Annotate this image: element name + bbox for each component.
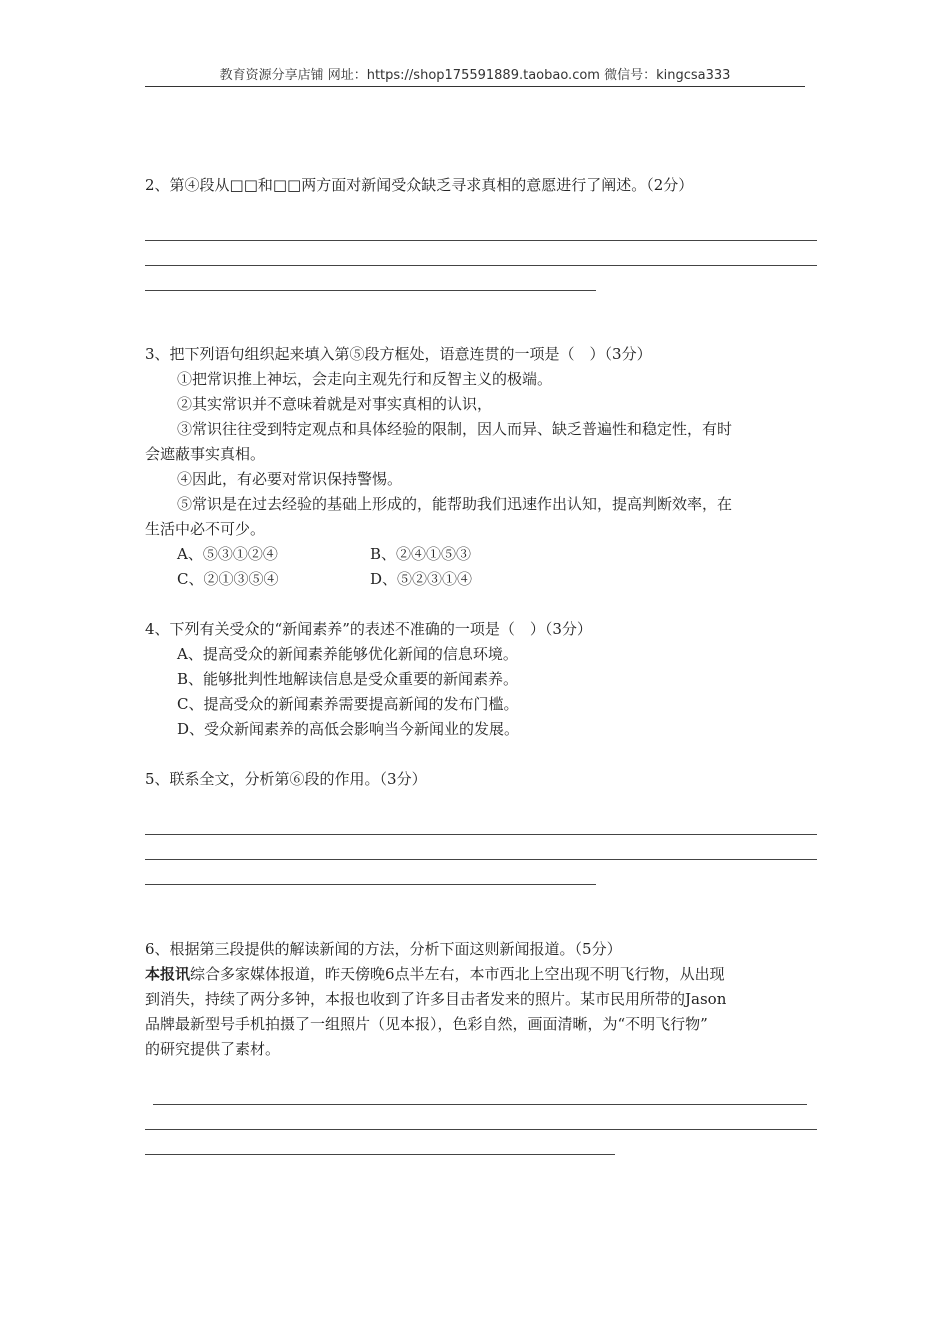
news-paragraph-line: 的研究提供了素材。	[145, 1040, 281, 1058]
sentence-3-continued: 会遮蔽事实真相。	[145, 445, 266, 463]
news-paragraph-line: 品牌最新型号手机拍摄了一组照片（见本报），色彩自然，画面清晰，为“不明飞行物”	[145, 1015, 708, 1033]
question-5-stem: 5、联系全文，分析第⑥段的作用。（3分）	[145, 770, 427, 788]
answer-line[interactable]	[145, 265, 817, 266]
q3-option-c[interactable]: C、②①③⑤④	[177, 570, 279, 588]
sentence-5: ⑤常识是在过去经验的基础上形成的，能帮助我们迅速作出认知，提高判断效率，在	[177, 495, 733, 513]
answer-line[interactable]	[145, 834, 817, 835]
answer-line[interactable]	[145, 1129, 817, 1130]
question-2-stem: 2、第④段从□□和□□两方面对新闻受众缺乏寻求真相的意愿进行了阐述。（2分）	[145, 176, 694, 194]
question-6-stem: 6、根据第三段提供的解读新闻的方法，分析下面这则新闻报道。（5分）	[145, 940, 622, 958]
news-paragraph-line: 到消失，持续了两分多钟，本报也收到了许多目击者发来的照片。某市民用所带的Jason	[145, 990, 727, 1008]
question-4-stem: 4、下列有关受众的“新闻素养”的表述不准确的一项是（ ）（3分）	[145, 620, 592, 638]
news-text: 综合多家媒体报道，昨天傍晚6点半左右，本市西北上空出现不明飞行物，从出现	[190, 965, 725, 983]
sentence-1: ①把常识推上神坛，会走向主观先行和反智主义的极端。	[177, 370, 553, 388]
answer-line[interactable]	[145, 884, 596, 885]
q3-option-a[interactable]: A、⑤③①②④	[177, 545, 278, 563]
news-paragraph-line	[145, 964, 725, 984]
answer-line[interactable]	[145, 290, 596, 291]
sentence-5-continued: 生活中必不可少。	[145, 520, 266, 538]
sentence-3: ③常识往往受到特定观点和具体经验的限制，因人而异、缺乏普遍性和稳定性，有时	[177, 420, 733, 438]
q4-option-d[interactable]: D、受众新闻素养的高低会影响当今新闻业的发展。	[177, 720, 520, 738]
q4-option-a[interactable]: A、提高受众的新闻素养能够优化新闻的信息环境。	[177, 645, 518, 663]
answer-line[interactable]	[145, 240, 817, 241]
q3-option-b[interactable]: B、②④①⑤③	[370, 545, 472, 563]
answer-line[interactable]	[145, 859, 817, 860]
header-divider	[145, 86, 805, 87]
question-3-stem: 3、把下列语句组织起来填入第⑤段方框处，语意连贯的一项是（ ）（3分）	[145, 345, 652, 363]
q3-option-d[interactable]: D、⑤②③①④	[370, 570, 473, 588]
page-header: 教育资源分享店铺 网址：https://shop175591889.taobao.com 微信号：kingcsa333	[219, 68, 731, 83]
sentence-2: ②其实常识并不意味着就是对事实真相的认识，	[177, 395, 493, 413]
q4-option-b[interactable]: B、能够批判性地解读信息是受众重要的新闻素养。	[177, 670, 519, 688]
answer-line[interactable]	[153, 1104, 807, 1105]
sentence-4: ④因此，有必要对常识保持警惕。	[177, 470, 403, 488]
q4-option-c[interactable]: C、提高受众的新闻素养需要提高新闻的发布门槛。	[177, 695, 519, 713]
answer-line[interactable]	[145, 1154, 615, 1155]
news-lead: 本报讯	[145, 965, 191, 983]
